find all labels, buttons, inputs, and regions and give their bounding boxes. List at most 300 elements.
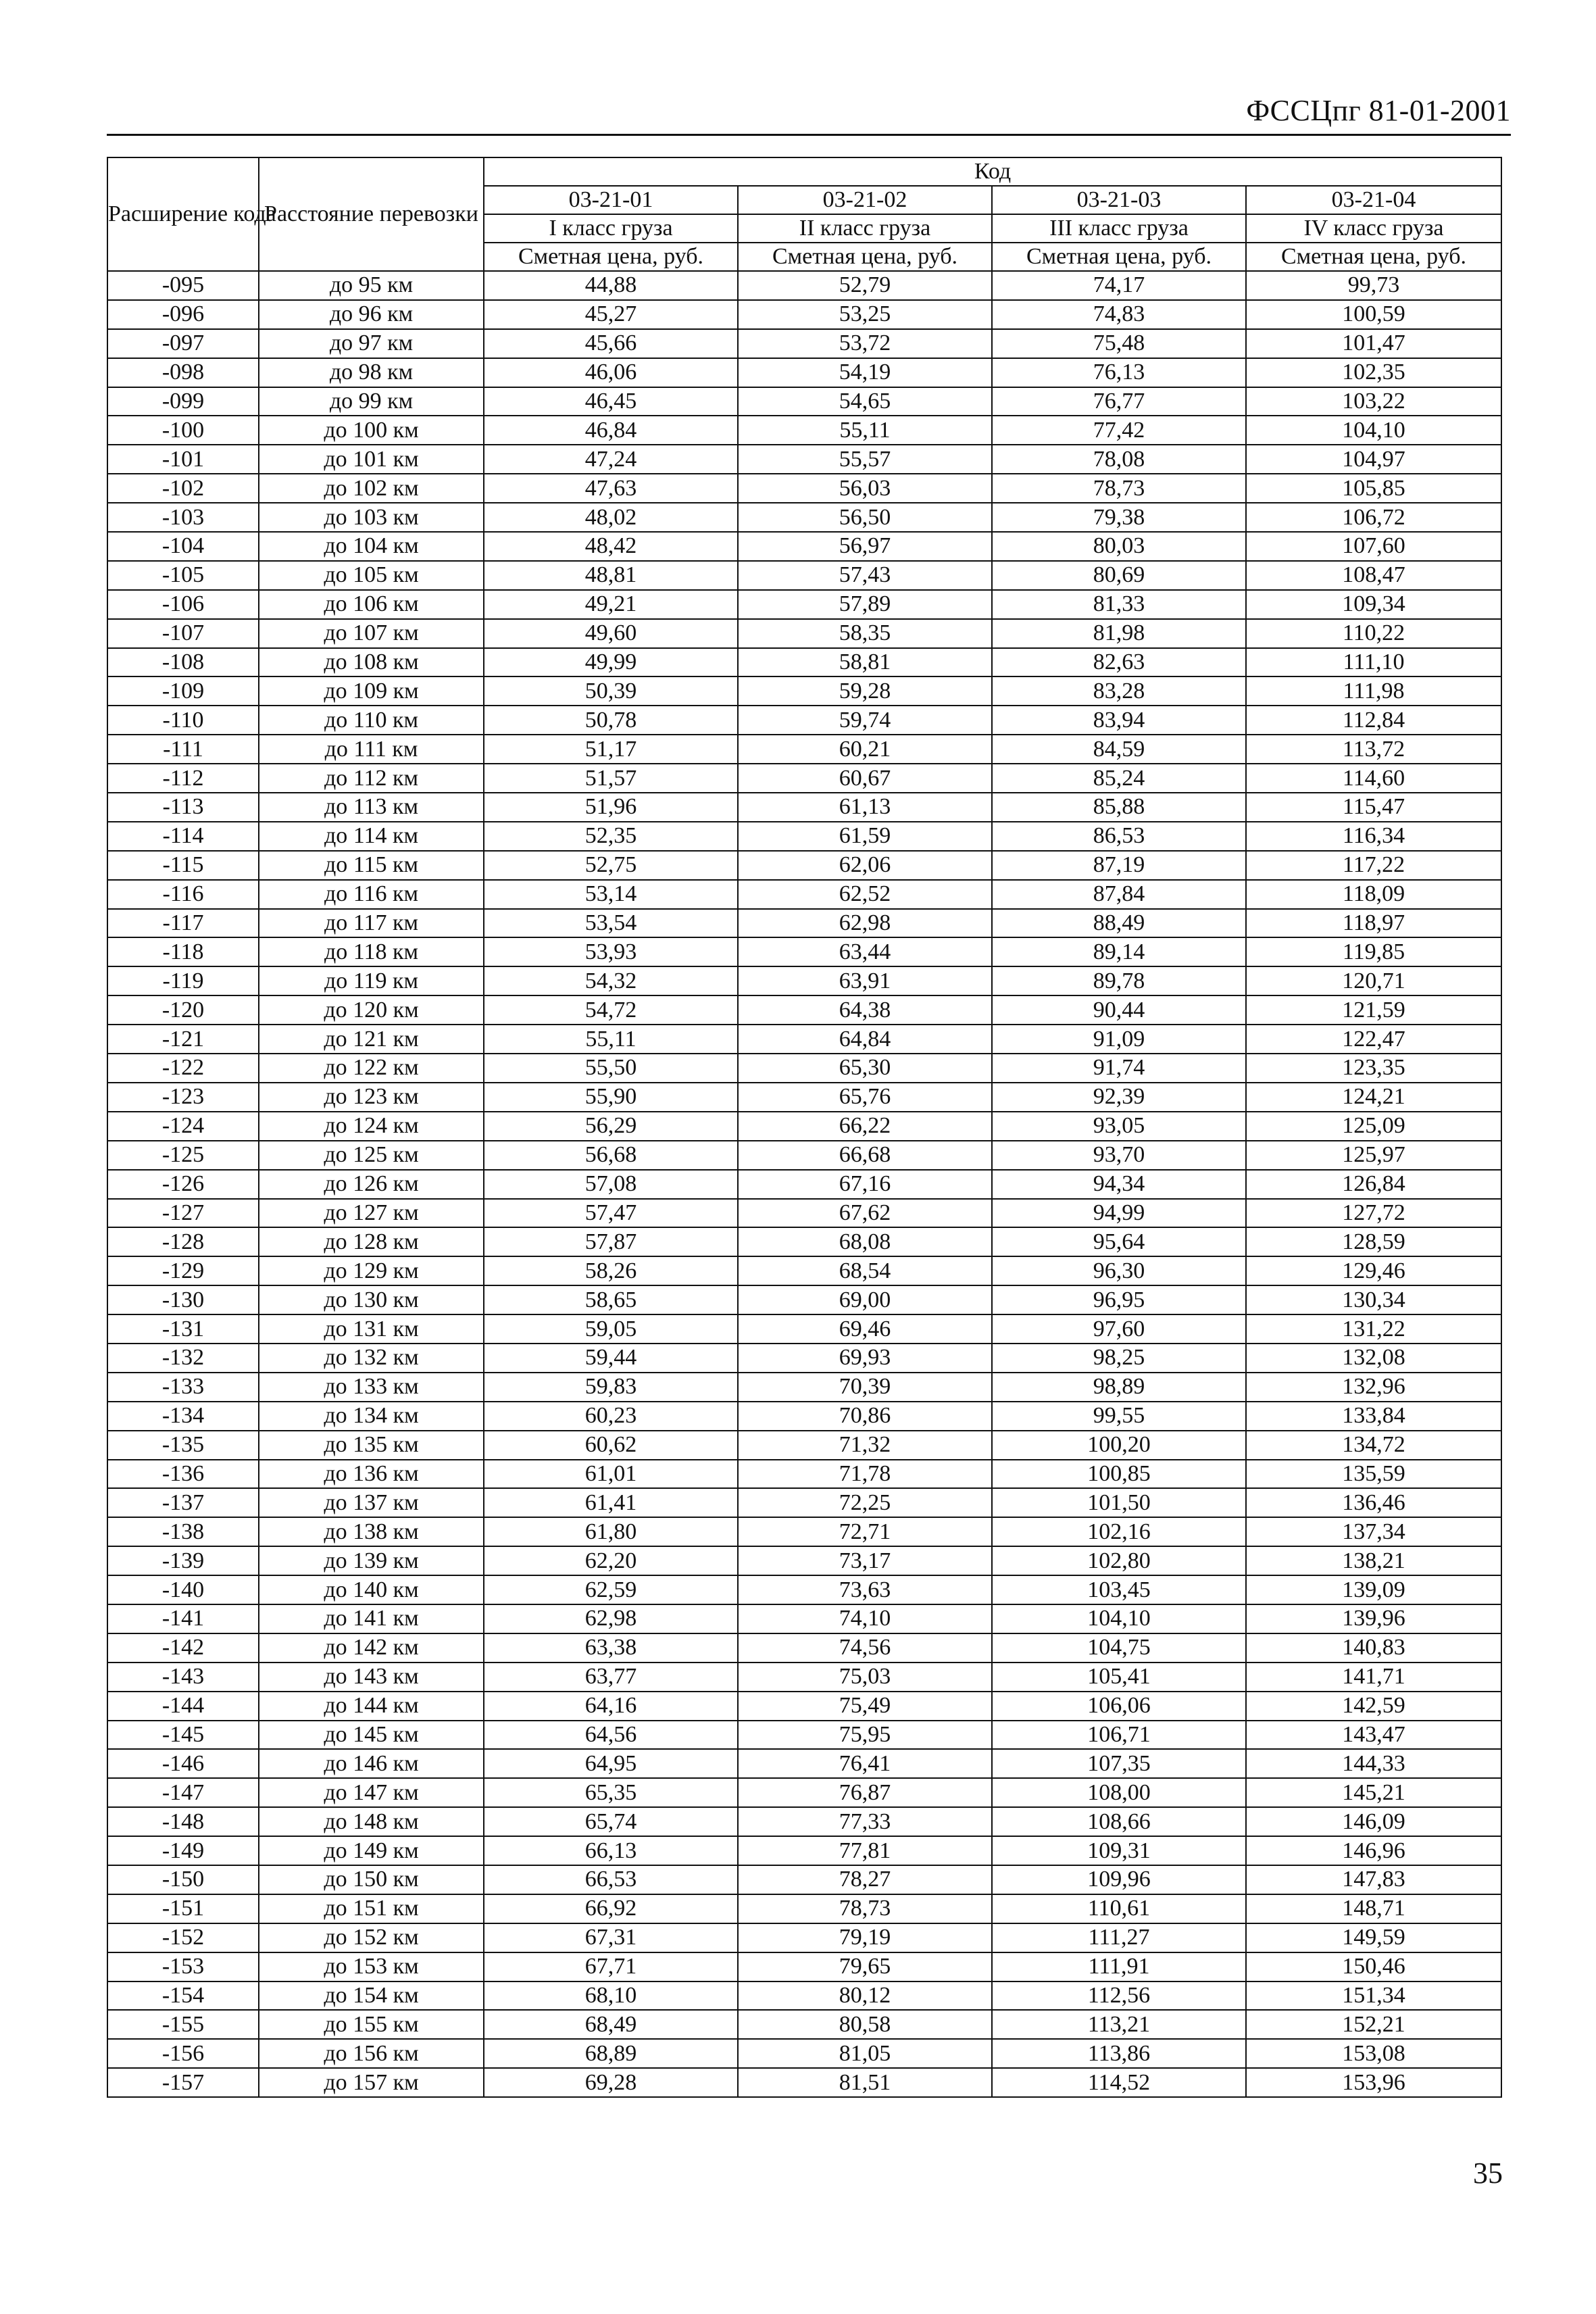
price-class-1-cell: 65,35 bbox=[484, 1778, 738, 1807]
distance-cell: до 126 км bbox=[259, 1170, 484, 1199]
price-class-1-cell: 64,95 bbox=[484, 1749, 738, 1778]
table-row bbox=[107, 271, 1501, 300]
price-class-2-cell: 62,98 bbox=[738, 909, 992, 938]
price-class-4-cell: 110,22 bbox=[1246, 619, 1501, 648]
price-class-1-cell: 65,74 bbox=[484, 1807, 738, 1836]
cargo-class-header: IV класс груза bbox=[1246, 214, 1501, 243]
price-class-4-cell: 125,97 bbox=[1246, 1141, 1501, 1170]
price-class-4-cell: 131,22 bbox=[1246, 1314, 1501, 1344]
table-row bbox=[107, 1517, 1501, 1546]
price-class-2-cell: 57,89 bbox=[738, 590, 992, 619]
price-class-1-cell: 44,88 bbox=[484, 271, 738, 300]
table-row bbox=[107, 1344, 1501, 1373]
price-class-4-cell: 151,34 bbox=[1246, 1981, 1501, 2011]
distance-cell: до 153 км bbox=[259, 1952, 484, 1981]
table-row bbox=[107, 358, 1501, 387]
price-class-2-cell: 66,22 bbox=[738, 1112, 992, 1141]
price-class-3-cell: 83,28 bbox=[992, 676, 1246, 706]
price-class-1-cell: 59,83 bbox=[484, 1373, 738, 1402]
price-class-1-cell: 53,54 bbox=[484, 909, 738, 938]
price-class-3-cell: 102,80 bbox=[992, 1546, 1246, 1575]
price-class-1-cell: 47,63 bbox=[484, 474, 738, 503]
table-row bbox=[107, 619, 1501, 648]
price-class-2-cell: 71,78 bbox=[738, 1460, 992, 1489]
price-class-2-cell: 60,67 bbox=[738, 764, 992, 793]
price-class-3-cell: 101,50 bbox=[992, 1488, 1246, 1517]
col-header-distance: Расстояние перевозки bbox=[259, 157, 484, 271]
price-class-1-cell: 55,90 bbox=[484, 1083, 738, 1112]
price-class-1-cell: 57,08 bbox=[484, 1170, 738, 1199]
table-row bbox=[107, 1807, 1501, 1836]
price-class-2-cell: 53,25 bbox=[738, 300, 992, 329]
price-label-header: Сметная цена, руб. bbox=[484, 243, 738, 271]
distance-cell: до 156 км bbox=[259, 2039, 484, 2068]
price-class-1-cell: 60,23 bbox=[484, 1402, 738, 1431]
price-class-2-cell: 60,21 bbox=[738, 735, 992, 764]
price-class-4-cell: 122,47 bbox=[1246, 1025, 1501, 1054]
price-class-3-cell: 108,00 bbox=[992, 1778, 1246, 1807]
code-extension-cell: -155 bbox=[107, 2010, 259, 2039]
price-class-3-cell: 112,56 bbox=[992, 1981, 1246, 2011]
table-row bbox=[107, 793, 1501, 822]
price-class-1-cell: 66,13 bbox=[484, 1836, 738, 1865]
table-row bbox=[107, 1141, 1501, 1170]
distance-cell: до 154 км bbox=[259, 1981, 484, 2011]
code-extension-cell: -150 bbox=[107, 1865, 259, 1894]
table-row bbox=[107, 1170, 1501, 1199]
distance-cell: до 142 км bbox=[259, 1633, 484, 1663]
price-class-2-cell: 75,03 bbox=[738, 1663, 992, 1692]
table-row bbox=[107, 1402, 1501, 1431]
price-class-3-cell: 100,20 bbox=[992, 1431, 1246, 1460]
table-row bbox=[107, 1604, 1501, 1633]
price-class-2-cell: 54,19 bbox=[738, 358, 992, 387]
price-class-1-cell: 59,05 bbox=[484, 1314, 738, 1344]
distance-cell: до 115 км bbox=[259, 851, 484, 880]
price-class-2-cell: 75,95 bbox=[738, 1721, 992, 1750]
price-class-3-cell: 106,06 bbox=[992, 1692, 1246, 1721]
price-class-4-cell: 128,59 bbox=[1246, 1227, 1501, 1256]
cargo-class-header: III класс груза bbox=[992, 214, 1246, 243]
table-row bbox=[107, 1314, 1501, 1344]
price-class-4-cell: 130,34 bbox=[1246, 1285, 1501, 1314]
table-row bbox=[107, 1488, 1501, 1517]
table-row bbox=[107, 1778, 1501, 1807]
price-class-1-cell: 48,81 bbox=[484, 561, 738, 590]
distance-cell: до 127 км bbox=[259, 1199, 484, 1228]
price-class-2-cell: 81,51 bbox=[738, 2068, 992, 2097]
table-row bbox=[107, 937, 1501, 966]
price-class-2-cell: 78,27 bbox=[738, 1865, 992, 1894]
table-row bbox=[107, 1633, 1501, 1663]
code-extension-cell: -145 bbox=[107, 1721, 259, 1750]
price-class-3-cell: 82,63 bbox=[992, 648, 1246, 677]
distance-cell: до 129 км bbox=[259, 1256, 484, 1285]
price-class-4-cell: 139,96 bbox=[1246, 1604, 1501, 1633]
price-class-4-cell: 100,59 bbox=[1246, 300, 1501, 329]
price-class-2-cell: 53,72 bbox=[738, 329, 992, 358]
price-class-3-cell: 77,42 bbox=[992, 416, 1246, 445]
price-class-4-cell: 99,73 bbox=[1246, 271, 1501, 300]
distance-cell: до 157 км bbox=[259, 2068, 484, 2097]
price-class-1-cell: 68,89 bbox=[484, 2039, 738, 2068]
price-class-1-cell: 50,39 bbox=[484, 676, 738, 706]
code-extension-cell: -139 bbox=[107, 1546, 259, 1575]
distance-cell: до 145 км bbox=[259, 1721, 484, 1750]
price-class-2-cell: 58,81 bbox=[738, 648, 992, 677]
price-class-3-cell: 81,33 bbox=[992, 590, 1246, 619]
price-class-4-cell: 153,08 bbox=[1246, 2039, 1501, 2068]
price-class-2-cell: 65,76 bbox=[738, 1083, 992, 1112]
distance-cell: до 105 км bbox=[259, 561, 484, 590]
distance-cell: до 143 км bbox=[259, 1663, 484, 1692]
price-class-1-cell: 58,26 bbox=[484, 1256, 738, 1285]
price-class-3-cell: 94,34 bbox=[992, 1170, 1246, 1199]
table-row bbox=[107, 764, 1501, 793]
price-class-1-cell: 49,21 bbox=[484, 590, 738, 619]
distance-cell: до 137 км bbox=[259, 1488, 484, 1517]
distance-cell: до 155 км bbox=[259, 2010, 484, 2039]
price-class-3-cell: 104,10 bbox=[992, 1604, 1246, 1633]
price-class-1-cell: 68,49 bbox=[484, 2010, 738, 2039]
price-class-3-cell: 81,98 bbox=[992, 619, 1246, 648]
table-row bbox=[107, 1054, 1501, 1083]
price-class-4-cell: 127,72 bbox=[1246, 1199, 1501, 1228]
price-class-1-cell: 51,17 bbox=[484, 735, 738, 764]
table-row bbox=[107, 909, 1501, 938]
price-class-4-cell: 150,46 bbox=[1246, 1952, 1501, 1981]
price-class-1-cell: 55,11 bbox=[484, 1025, 738, 1054]
price-class-3-cell: 93,05 bbox=[992, 1112, 1246, 1141]
price-class-2-cell: 68,54 bbox=[738, 1256, 992, 1285]
distance-cell: до 125 км bbox=[259, 1141, 484, 1170]
price-class-4-cell: 139,09 bbox=[1246, 1575, 1501, 1604]
price-class-2-cell: 79,65 bbox=[738, 1952, 992, 1981]
table-row bbox=[107, 1083, 1501, 1112]
table-row bbox=[107, 1285, 1501, 1314]
price-class-4-cell: 108,47 bbox=[1246, 561, 1501, 590]
price-class-3-cell: 89,78 bbox=[992, 966, 1246, 995]
price-class-3-cell: 75,48 bbox=[992, 329, 1246, 358]
price-class-4-cell: 117,22 bbox=[1246, 851, 1501, 880]
price-class-3-cell: 95,64 bbox=[992, 1227, 1246, 1256]
code-extension-cell: -118 bbox=[107, 937, 259, 966]
table-header bbox=[107, 157, 1501, 271]
distance-cell: до 146 км bbox=[259, 1749, 484, 1778]
distance-cell: до 107 км bbox=[259, 619, 484, 648]
col-header-extension: Расширение кода bbox=[107, 157, 259, 271]
price-class-2-cell: 76,87 bbox=[738, 1778, 992, 1807]
price-class-1-cell: 45,27 bbox=[484, 300, 738, 329]
code-extension-cell: -096 bbox=[107, 300, 259, 329]
distance-cell: до 114 км bbox=[259, 822, 484, 851]
price-class-3-cell: 108,66 bbox=[992, 1807, 1246, 1836]
price-class-1-cell: 61,80 bbox=[484, 1517, 738, 1546]
code-header: 03-21-04 bbox=[1246, 186, 1501, 214]
price-class-2-cell: 56,97 bbox=[738, 532, 992, 561]
price-class-1-cell: 47,24 bbox=[484, 445, 738, 474]
code-extension-cell: -103 bbox=[107, 503, 259, 532]
price-class-2-cell: 56,03 bbox=[738, 474, 992, 503]
price-class-3-cell: 76,77 bbox=[992, 387, 1246, 416]
price-class-1-cell: 52,75 bbox=[484, 851, 738, 880]
price-class-3-cell: 87,19 bbox=[992, 851, 1246, 880]
price-class-1-cell: 66,53 bbox=[484, 1865, 738, 1894]
price-class-1-cell: 46,06 bbox=[484, 358, 738, 387]
price-class-4-cell: 135,59 bbox=[1246, 1460, 1501, 1489]
price-class-2-cell: 76,41 bbox=[738, 1749, 992, 1778]
price-class-3-cell: 91,74 bbox=[992, 1054, 1246, 1083]
price-class-2-cell: 54,65 bbox=[738, 387, 992, 416]
code-extension-cell: -154 bbox=[107, 1981, 259, 2011]
price-class-4-cell: 103,22 bbox=[1246, 387, 1501, 416]
price-class-1-cell: 63,77 bbox=[484, 1663, 738, 1692]
code-extension-cell: -120 bbox=[107, 995, 259, 1025]
price-class-4-cell: 123,35 bbox=[1246, 1054, 1501, 1083]
distance-cell: до 104 км bbox=[259, 532, 484, 561]
code-extension-cell: -143 bbox=[107, 1663, 259, 1692]
price-class-1-cell: 56,29 bbox=[484, 1112, 738, 1141]
distance-cell: до 116 км bbox=[259, 880, 484, 909]
table-row bbox=[107, 1112, 1501, 1141]
cargo-class-header: I класс груза bbox=[484, 214, 738, 243]
price-class-2-cell: 61,59 bbox=[738, 822, 992, 851]
price-class-4-cell: 120,71 bbox=[1246, 966, 1501, 995]
table-row bbox=[107, 676, 1501, 706]
price-class-2-cell: 57,43 bbox=[738, 561, 992, 590]
table-row bbox=[107, 648, 1501, 677]
price-class-2-cell: 69,46 bbox=[738, 1314, 992, 1344]
price-class-3-cell: 104,75 bbox=[992, 1633, 1246, 1663]
price-class-4-cell: 104,97 bbox=[1246, 445, 1501, 474]
code-extension-cell: -112 bbox=[107, 764, 259, 793]
code-extension-cell: -131 bbox=[107, 1314, 259, 1344]
price-class-4-cell: 147,83 bbox=[1246, 1865, 1501, 1894]
code-extension-cell: -124 bbox=[107, 1112, 259, 1141]
distance-cell: до 121 км bbox=[259, 1025, 484, 1054]
price-class-4-cell: 133,84 bbox=[1246, 1402, 1501, 1431]
table-row bbox=[107, 590, 1501, 619]
code-extension-cell: -127 bbox=[107, 1199, 259, 1228]
price-class-3-cell: 85,24 bbox=[992, 764, 1246, 793]
price-class-3-cell: 74,17 bbox=[992, 271, 1246, 300]
distance-cell: до 102 км bbox=[259, 474, 484, 503]
price-class-2-cell: 52,79 bbox=[738, 271, 992, 300]
price-class-2-cell: 64,38 bbox=[738, 995, 992, 1025]
price-class-1-cell: 64,16 bbox=[484, 1692, 738, 1721]
distance-cell: до 151 км bbox=[259, 1894, 484, 1923]
table-row bbox=[107, 995, 1501, 1025]
table-row bbox=[107, 1721, 1501, 1750]
price-class-4-cell: 136,46 bbox=[1246, 1488, 1501, 1517]
distance-cell: до 135 км bbox=[259, 1431, 484, 1460]
price-class-1-cell: 51,96 bbox=[484, 793, 738, 822]
table-row bbox=[107, 735, 1501, 764]
price-class-4-cell: 124,21 bbox=[1246, 1083, 1501, 1112]
price-class-3-cell: 109,31 bbox=[992, 1836, 1246, 1865]
code-extension-cell: -101 bbox=[107, 445, 259, 474]
price-class-1-cell: 67,71 bbox=[484, 1952, 738, 1981]
price-class-3-cell: 102,16 bbox=[992, 1517, 1246, 1546]
distance-cell: до 123 км bbox=[259, 1083, 484, 1112]
price-class-1-cell: 53,93 bbox=[484, 937, 738, 966]
price-class-3-cell: 89,14 bbox=[992, 937, 1246, 966]
price-class-4-cell: 109,34 bbox=[1246, 590, 1501, 619]
price-class-4-cell: 148,71 bbox=[1246, 1894, 1501, 1923]
code-extension-cell: -148 bbox=[107, 1807, 259, 1836]
price-class-1-cell: 67,31 bbox=[484, 1923, 738, 1952]
price-class-4-cell: 138,21 bbox=[1246, 1546, 1501, 1575]
price-class-1-cell: 66,92 bbox=[484, 1894, 738, 1923]
price-class-1-cell: 48,42 bbox=[484, 532, 738, 561]
price-class-2-cell: 70,86 bbox=[738, 1402, 992, 1431]
table-row bbox=[107, 1865, 1501, 1894]
price-class-2-cell: 62,06 bbox=[738, 851, 992, 880]
table-row bbox=[107, 1460, 1501, 1489]
price-class-1-cell: 58,65 bbox=[484, 1285, 738, 1314]
price-class-3-cell: 100,85 bbox=[992, 1460, 1246, 1489]
price-class-2-cell: 68,08 bbox=[738, 1227, 992, 1256]
table-row bbox=[107, 474, 1501, 503]
price-class-2-cell: 55,11 bbox=[738, 416, 992, 445]
price-class-4-cell: 146,96 bbox=[1246, 1836, 1501, 1865]
price-class-4-cell: 143,47 bbox=[1246, 1721, 1501, 1750]
price-class-2-cell: 67,62 bbox=[738, 1199, 992, 1228]
price-class-1-cell: 50,78 bbox=[484, 706, 738, 735]
code-extension-cell: -142 bbox=[107, 1633, 259, 1663]
code-extension-cell: -116 bbox=[107, 880, 259, 909]
price-class-1-cell: 51,57 bbox=[484, 764, 738, 793]
price-class-3-cell: 96,95 bbox=[992, 1285, 1246, 1314]
distance-cell: до 101 км bbox=[259, 445, 484, 474]
price-class-4-cell: 125,09 bbox=[1246, 1112, 1501, 1141]
price-class-2-cell: 62,52 bbox=[738, 880, 992, 909]
price-class-3-cell: 103,45 bbox=[992, 1575, 1246, 1604]
price-class-4-cell: 119,85 bbox=[1246, 937, 1501, 966]
price-class-3-cell: 74,83 bbox=[992, 300, 1246, 329]
price-class-3-cell: 98,25 bbox=[992, 1344, 1246, 1373]
price-class-3-cell: 114,52 bbox=[992, 2068, 1246, 2097]
price-class-1-cell: 63,38 bbox=[484, 1633, 738, 1663]
price-label-header: Сметная цена, руб. bbox=[738, 243, 992, 271]
code-extension-cell: -152 bbox=[107, 1923, 259, 1952]
price-class-4-cell: 116,34 bbox=[1246, 822, 1501, 851]
price-class-3-cell: 79,38 bbox=[992, 503, 1246, 532]
price-class-4-cell: 140,83 bbox=[1246, 1633, 1501, 1663]
table-row bbox=[107, 1199, 1501, 1228]
price-class-1-cell: 46,45 bbox=[484, 387, 738, 416]
distance-cell: до 119 км bbox=[259, 966, 484, 995]
price-class-2-cell: 72,71 bbox=[738, 1517, 992, 1546]
col-header-code-group: Код bbox=[484, 157, 1501, 186]
table-row bbox=[107, 1952, 1501, 1981]
price-class-4-cell: 142,59 bbox=[1246, 1692, 1501, 1721]
price-class-2-cell: 77,33 bbox=[738, 1807, 992, 1836]
table-row bbox=[107, 1894, 1501, 1923]
price-class-3-cell: 80,69 bbox=[992, 561, 1246, 590]
price-class-3-cell: 86,53 bbox=[992, 822, 1246, 851]
price-class-4-cell: 111,10 bbox=[1246, 648, 1501, 677]
distance-cell: до 136 км bbox=[259, 1460, 484, 1489]
price-class-4-cell: 107,60 bbox=[1246, 532, 1501, 561]
code-extension-cell: -151 bbox=[107, 1894, 259, 1923]
price-class-2-cell: 74,56 bbox=[738, 1633, 992, 1663]
distance-cell: до 95 км bbox=[259, 271, 484, 300]
price-label-header: Сметная цена, руб. bbox=[992, 243, 1246, 271]
price-class-4-cell: 113,72 bbox=[1246, 735, 1501, 764]
code-extension-cell: -129 bbox=[107, 1256, 259, 1285]
price-class-2-cell: 73,63 bbox=[738, 1575, 992, 1604]
price-class-3-cell: 78,08 bbox=[992, 445, 1246, 474]
distance-cell: до 152 км bbox=[259, 1923, 484, 1952]
price-table bbox=[107, 157, 1502, 2098]
code-extension-cell: -141 bbox=[107, 1604, 259, 1633]
price-class-4-cell: 121,59 bbox=[1246, 995, 1501, 1025]
code-extension-cell: -132 bbox=[107, 1344, 259, 1373]
distance-cell: до 133 км bbox=[259, 1373, 484, 1402]
price-class-1-cell: 49,99 bbox=[484, 648, 738, 677]
price-class-3-cell: 83,94 bbox=[992, 706, 1246, 735]
price-class-2-cell: 74,10 bbox=[738, 1604, 992, 1633]
distance-cell: до 113 км bbox=[259, 793, 484, 822]
code-extension-cell: -136 bbox=[107, 1460, 259, 1489]
price-class-2-cell: 58,35 bbox=[738, 619, 992, 648]
price-class-1-cell: 60,62 bbox=[484, 1431, 738, 1460]
price-class-4-cell: 102,35 bbox=[1246, 358, 1501, 387]
price-class-4-cell: 134,72 bbox=[1246, 1431, 1501, 1460]
distance-cell: до 100 км bbox=[259, 416, 484, 445]
table-row bbox=[107, 1692, 1501, 1721]
code-extension-cell: -113 bbox=[107, 793, 259, 822]
price-class-4-cell: 118,97 bbox=[1246, 909, 1501, 938]
code-extension-cell: -125 bbox=[107, 1141, 259, 1170]
distance-cell: до 111 км bbox=[259, 735, 484, 764]
price-class-1-cell: 48,02 bbox=[484, 503, 738, 532]
code-extension-cell: -117 bbox=[107, 909, 259, 938]
price-class-2-cell: 71,32 bbox=[738, 1431, 992, 1460]
table-body bbox=[107, 271, 1501, 2097]
price-class-3-cell: 97,60 bbox=[992, 1314, 1246, 1344]
table-row bbox=[107, 1431, 1501, 1460]
price-class-1-cell: 57,47 bbox=[484, 1199, 738, 1228]
table-row bbox=[107, 2068, 1501, 2097]
price-class-2-cell: 80,12 bbox=[738, 1981, 992, 2011]
code-extension-cell: -104 bbox=[107, 532, 259, 561]
price-class-3-cell: 111,27 bbox=[992, 1923, 1246, 1952]
price-class-2-cell: 59,28 bbox=[738, 676, 992, 706]
table-row bbox=[107, 300, 1501, 329]
code-extension-cell: -147 bbox=[107, 1778, 259, 1807]
price-class-2-cell: 72,25 bbox=[738, 1488, 992, 1517]
price-class-4-cell: 129,46 bbox=[1246, 1256, 1501, 1285]
distance-cell: до 120 км bbox=[259, 995, 484, 1025]
code-extension-cell: -107 bbox=[107, 619, 259, 648]
table-row bbox=[107, 1227, 1501, 1256]
price-class-1-cell: 62,59 bbox=[484, 1575, 738, 1604]
table-row bbox=[107, 1923, 1501, 1952]
price-class-4-cell: 152,21 bbox=[1246, 2010, 1501, 2039]
price-class-2-cell: 81,05 bbox=[738, 2039, 992, 2068]
distance-cell: до 144 км bbox=[259, 1692, 484, 1721]
code-extension-cell: -098 bbox=[107, 358, 259, 387]
price-class-3-cell: 84,59 bbox=[992, 735, 1246, 764]
code-extension-cell: -133 bbox=[107, 1373, 259, 1402]
price-class-4-cell: 145,21 bbox=[1246, 1778, 1501, 1807]
price-class-3-cell: 91,09 bbox=[992, 1025, 1246, 1054]
table-row bbox=[107, 2039, 1501, 2068]
distance-cell: до 109 км bbox=[259, 676, 484, 706]
price-class-3-cell: 94,99 bbox=[992, 1199, 1246, 1228]
